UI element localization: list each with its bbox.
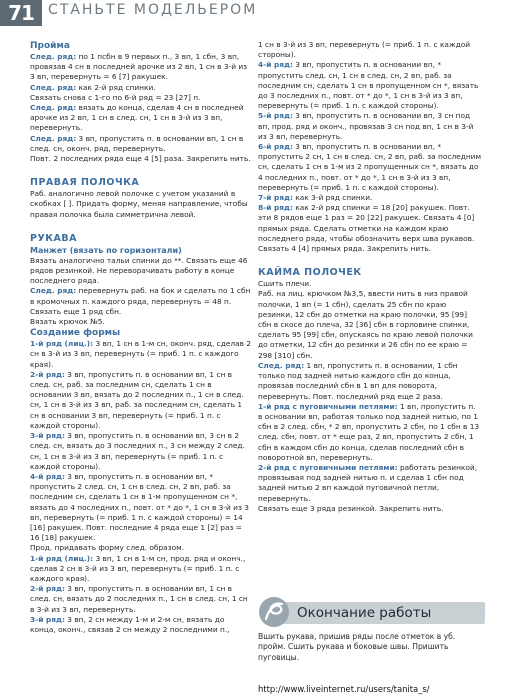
paragraph: [30, 256, 252, 287]
row-text: 1 сн в 3-й из 3 вп, перевернуть (= приб. 1 п. с каждой стороны).: [258, 40, 471, 60]
finish-section-banner: [257, 597, 485, 627]
paragraph: [30, 370, 252, 431]
paragraph: [30, 154, 252, 164]
row-label: 2-й ряд:: [30, 584, 65, 594]
row-label: 1-й ряд с пуговичными петлями:: [258, 401, 398, 411]
cuff-heading: Манжет (вязать по горизонтали): [30, 245, 182, 255]
row-text: Вязать аналогично тальи спинки до **. Связать еще 46 рядов резинкой. Не переворачивать работу в конце последнего ряда.: [30, 255, 248, 286]
row-text: вязать до конца, сделав 4 сн в последней арочке из 2 вп, 1 сн в след. сн, 1 сн в 3-й из 3 вп, перевернуть.: [30, 103, 244, 133]
row-label: След. ряд:: [30, 133, 77, 143]
paragraph: [30, 554, 252, 585]
proyma-block: [30, 52, 252, 164]
paragraph: [30, 307, 252, 317]
row-label: След. ряд:: [30, 103, 77, 113]
paragraph: [30, 134, 252, 154]
right-shelf-heading: ПРАВАЯ ПОЛОЧКА: [30, 177, 140, 189]
row-text: Связать еще 3 ряда резинкой. Закрепить нить.: [258, 503, 444, 513]
finish-text: Вшить рукава, пришив ряды после отметок в уб. пройм. Сшить рукава и боковые швы. Пришить пуговицы.: [258, 632, 456, 662]
paragraph: [30, 584, 252, 615]
row-label: След. ряд:: [30, 286, 77, 296]
paragraph: [30, 339, 252, 370]
row-text: Прод. придавать форму след. образом.: [30, 543, 185, 553]
row-label: 4-й ряд:: [30, 471, 65, 481]
finish-title: Окончание работы: [297, 605, 432, 621]
paragraph: [258, 111, 482, 142]
paragraph: [30, 103, 252, 134]
paragraph: [30, 431, 252, 472]
paragraph: [30, 83, 252, 93]
row-text: 3 вп, пропустить п. в основании вп, 1 сн в след. сн, вязать до 2 последних п., 1 сн в след. сн, 1 сн в 3-й из 3 вп, перевернуть.: [30, 584, 248, 614]
right-column: [258, 40, 482, 514]
row-label: 8-й ряд:: [258, 203, 293, 213]
proyma-heading: Пройма: [30, 41, 70, 51]
paragraph: [30, 93, 252, 103]
row-text: 1 вп, пропустить п. в основании, 1 сбн только под задней нитью каждого сбн до конца, провязав последний сбн в 1 вп для поворота, перевернуть. Повт. последний ряд еще 2 раза.: [258, 360, 458, 401]
page-header: [0, 0, 507, 26]
source-url: http://www.liveinternet.ru/users/tanita_s/: [258, 684, 430, 694]
paragraph: [258, 193, 482, 203]
row-text: перевернуть раб. на бок и сделать по 1 сбн в кромочных п. каждого ряда, перевернуть = 48 п.: [30, 286, 251, 306]
right-shelf-text: Раб. аналогично левой полочке с учетом указаний в скобках [ ]. Придать форму, меняя направление, чтобы правая полочка была симметрична левой.: [30, 189, 248, 219]
paragraph: [258, 279, 482, 289]
left-column: [30, 40, 252, 635]
paragraph: [30, 543, 252, 553]
row-text: 3 вп, 2 сн между 1-м и 2-м сн, вязать до конца, оконч., связав 2 сн между 2 последними п.,: [30, 614, 230, 634]
row-text: 3 вп, пропустить п. в основании вп, 1 сн в след. сн, раб. за последним сн, сделать 1 сн в основании 3 вп, вязать до 2 последних п., 1 сн в след. сн, 1 сн в 3-й из 3 вп, раб. за последним сн, сделать 1 сн в основании 3 вп, перевернуть (= приб. 1 п. с каждой стороны).: [30, 369, 244, 430]
sleeves-heading: РУКАВА: [30, 232, 77, 244]
row-label: 5-й ряд:: [258, 111, 293, 121]
row-text: 3 вп, пропустить п. в основании вп, * пропустить 2 сн, 1 сн в след. сн, 2 вп, раб. за последним сн, сделать 1 сн в 1-м из 2 пропущенных сн *, вязать до 4 последних п., повт. от * до *, 1 сн в 3-й из 3 вп, перевернуть (= приб. 1 п. с каждой стороны).: [258, 142, 482, 192]
row-text: 3 вп, пропустить п. в основании вп, * пропустить 2 след. сн, 1 сн в след. сн, 2 вп, раб. за последним сн, сделать 1 сн в 1-м пропущенном сн *, вязать до 4 последних п., повт. от * до *, 1 сн в 3-й из 3 вп, перевернуть (= приб. 1 п. с каждой стороны) = 14 [16] ракушек. Повт. последние 4 ряда еще 1 [2] раз = 16 [18] ракушек.: [30, 471, 249, 543]
paragraph: [258, 40, 482, 60]
row-text: работать резинкой, провязывая под задней нитью п. и сделав 1 сбн под задней нитью 2 вп каждой пуговичной петли, перевернуть.: [258, 462, 478, 503]
sleeve-continued-block: [258, 40, 482, 254]
row-label: 1-й ряд (лиц.):: [30, 339, 94, 349]
paragraph: [30, 317, 252, 327]
row-text: по 1 псбн в 9 первых п., 3 вп, 1 сбн, 3 вп, провязав 4 сн в последней арочке из 2 вп, 1 сн в 3-й из 3 вп, перевернуть = 6 [7] ракушек.: [30, 52, 248, 82]
row-label: 2-й ряд с пуговичными петлями:: [258, 462, 398, 472]
row-label: 1-й ряд (лиц.):: [30, 553, 94, 563]
row-label: След. ряд:: [258, 360, 305, 370]
paragraph: [258, 142, 482, 193]
cuff-block: [30, 256, 252, 327]
paragraph: [258, 361, 482, 402]
row-label: След. ряд:: [30, 52, 77, 61]
row-label: 4-й ряд:: [258, 60, 293, 70]
paragraph: [258, 289, 482, 360]
row-label: 3-й ряд:: [30, 431, 65, 441]
row-text: 3 вп, пропустить п. в основании вп, 1 сн в след. сн, оконч. ряд, перевернуть.: [30, 133, 244, 153]
row-text: как 2-й ряд спинки.: [76, 82, 156, 92]
row-text: как 2-й ряд спинки = 18 [20] ракушек. Повт. эти 8 рядов еще 1 раз = 20 [22] ракушек. Связать 4 [0] прямых ряда. Сделать отметки на каждом краю последнего ряда, чтобы обозначить верх шва рукавов. Связать 4 [4] прямых ряда. Закрепить нить.: [258, 203, 475, 254]
row-label: 6-й ряд:: [258, 142, 293, 152]
paragraph: [30, 472, 252, 543]
row-text: 3 вп, 1 сн в 1-м сн, прод. ряд и оконч., сделав 2 сн в 3-й из 3 вп, перевернуть (= приб. 1 п. с каждого края).: [30, 553, 246, 583]
magazine-section-title: СТАНЬТЕ МОДЕЛЬЕРОМ: [48, 2, 258, 18]
row-text: Сшить плечи.: [258, 279, 312, 289]
paragraph: [258, 203, 482, 254]
paragraph: [258, 504, 482, 514]
shaping-block: [30, 339, 252, 635]
row-label: След. ряд:: [30, 82, 77, 92]
row-text: Повт. 2 последних ряда еще 4 [5] раза. Закрепить нить.: [30, 154, 251, 164]
row-text: Раб. на лиц. крючком №3,5, ввести нить в низ правой полочки, 1 вп (= 1 сбн), сделать 25 сбн по краю резинки, 12 сбн до отметки на краю полочки, 95 [99] сбн в скосе до плеча, 32 [36] сбн в горловине спинки, сделать 95 [99] сбн, опускаясь по краю левой полочки до отметки, 12 сбн до резинки и 26 сбн по ее краю = 298 [310] сбн.: [258, 289, 473, 360]
edging-block: [258, 279, 482, 514]
edging-heading: КАЙМА ПОЛОЧЕК: [258, 267, 362, 279]
paragraph: [30, 286, 252, 306]
row-label: 7-й ряд:: [258, 193, 293, 203]
paragraph: [30, 615, 252, 635]
row-text: 3 вп, пропустить п. в основании вп, 3 сн под вп, прод. ряд и оконч., провязав 3 сн под вп, 1 сн в 3-й из 3 вп, перевернуть.: [258, 111, 474, 141]
row-label: 2-й ряд:: [30, 369, 65, 379]
row-text: Связать снова с 1-го по 6-й ряд = 23 [27] п.: [30, 92, 201, 102]
row-text: Связать еще 1 ряд сбн.: [30, 306, 122, 316]
needle-thread-icon: [257, 595, 291, 629]
row-text: 3 вп, пропустить п. в основании вп, 3 сн в 2 след. сн, вязать до 3 последних п., 3 сн между 2 след. сн, 1 сн в 3-й из 3 вп, перевернуть (= приб. 1 п. с каждой стороны).: [30, 431, 245, 471]
paragraph: [258, 402, 482, 463]
row-text: как 3-й ряд спинки.: [292, 193, 373, 203]
paragraph: [258, 463, 482, 504]
page-number: 71: [0, 0, 42, 26]
row-text: 1 вп, пропустить п. в основании вп, работая только под задней нитью, по 1 сбн в 2 след. сбн, * 2 вп, пропустить 2 сбн, по 1 сбн в 13 след. сбн, повт. от * еще раз, 2 вп, пропустить 2 сбн, 1 сбн в каждом сбн до конца, сделав последний сбн в поворотной вп, перевернуть.: [258, 401, 480, 462]
shaping-heading: Создание формы: [30, 328, 121, 339]
row-text: Вязать крючок №5.: [30, 317, 105, 327]
row-label: 3-й ряд:: [30, 614, 65, 624]
row-text: 3 вп, 1 сн в 1-м сн, оконч. ряд, сделав 2 сн в 3-й из 3 вп, перевернуть (= приб. 1 п. с каждого края).: [30, 339, 252, 369]
row-text: 3 вп, пропустить п. в основании вп, * пропустить след. сн, 1 сн в след. сн, 2 вп, раб. за последним сн, сделать 1 сн в пропущенном сн *, вязать до 3 последних п., повт. от * до *, 1 сн в 3-й из 3 вп, перевернуть (= приб. 1 п. с каждой стороны).: [258, 60, 479, 111]
paragraph: [30, 52, 252, 83]
paragraph: [258, 60, 482, 111]
